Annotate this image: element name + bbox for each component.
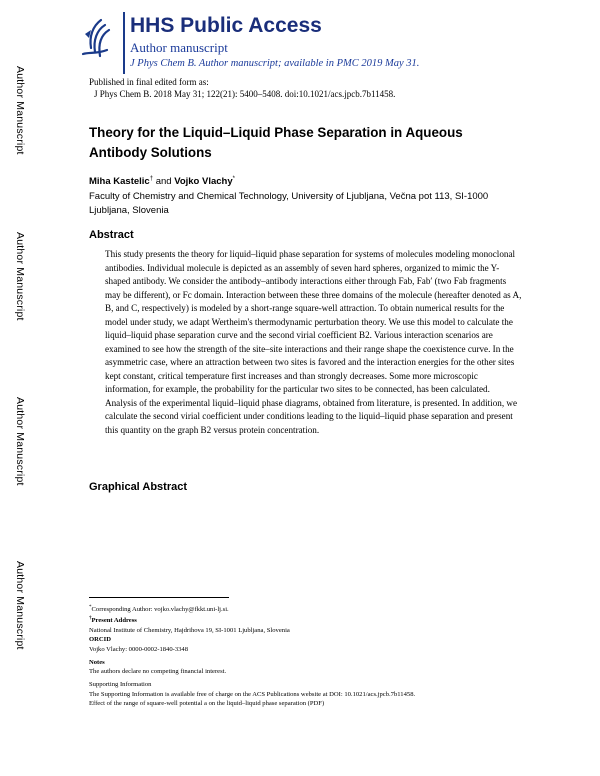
- footnote-orcid-text: Vojko Vlachy: 0000-0002-1840-3348: [89, 645, 189, 653]
- availability-line: [130, 58, 419, 69]
- footnote-orcid-label: ORCID: [89, 636, 111, 644]
- footnote-corresponding: [89, 603, 509, 614]
- author-name: Vojko Vlachy: [174, 176, 233, 188]
- footnotes: [89, 603, 509, 708]
- abstract-body: This study presents the theory for liquid–liquid phase separation for systems of molecules modeling monoclonal antibodies. Individual molecule is depicted as an assembly of seven hard spheres, organized to mimic the Y-shaped antibody. We consider the antibody–antibody interactions either through Fab, Fab′ (two Fab fragments may be different), or Fc domain. Interaction between these three domains of the molecule (hereafter denoted as A, B, and C, respectively) is modeled by a short-range square-well attraction. To obtain numerical results for the model under study, we adapt Wertheim's thermodynamic perturbation theory. We use this model to calculate the liquid–liquid phase separation curve and the second virial coefficient B2. Various interaction scenarios are examined to see how the strength of the site–site interactions and their range shape the coexistence curve. In the asymmetric case, where an attraction between two sites is favored and the interaction energies for the other sites kept constant, critical temperature first increases and than strongly decreases. Some more microscopic information, for example, the probability for the particular two sites to be connected, has been calculated. Analysis of the experimental liquid–liquid phase diagrams, obtained from literature, is presented. In addition, we calculate the second virial coefficient under conditions leading to the liquid–liquid phase separation and present this quantity on the graph B2 versus protein concentration.: [105, 249, 522, 435]
- abstract-heading: Abstract: [89, 229, 134, 241]
- author-mark: †: [149, 176, 154, 182]
- published-in-label: Published in final edited form as:: [89, 77, 209, 87]
- citation-line: J Phys Chem B. 2018 May 31; 122(21): 5400–5408. doi:10.1021/acs.jpcb.7b11458.: [94, 89, 396, 99]
- footnote-present-label: [89, 614, 509, 625]
- footnote-notes-text: The authors declare no competing financial interest.: [89, 668, 227, 676]
- author-mark: *: [232, 176, 235, 182]
- author-manuscript-subtitle: Author manuscript: [130, 40, 228, 55]
- hhs-eagle-logo-icon: [75, 14, 115, 64]
- author-line: [89, 176, 235, 187]
- footnote-divider: [89, 597, 229, 598]
- footnote-label: Present Address: [91, 617, 137, 625]
- availability-journal-text: J Phys Chem B. Author manuscript; available in PMC 2019 May 31.: [130, 58, 420, 69]
- footnote-notes-label: Notes: [89, 658, 105, 666]
- sidebar-author-manuscript-2: Author Manuscript: [14, 232, 26, 321]
- article-title: Theory for the Liquid–Liquid Phase Separation in Aqueous Antibody Solutions: [89, 125, 463, 160]
- header-divider: [123, 12, 125, 74]
- footnote-supporting-label: Supporting Information: [89, 681, 152, 689]
- graphical-abstract-heading: Graphical Abstract: [89, 481, 188, 493]
- footnote-supporting-text: The Supporting Information is available free of charge on the ACS Publications website at DOI: 10.1021/acs.jpcb.7b11458.: [89, 690, 416, 698]
- hhs-public-access-title: HHS Public Access: [130, 14, 322, 37]
- sidebar-author-manuscript-3: Author Manuscript: [14, 397, 26, 486]
- author-name: Miha Kastelic: [89, 176, 150, 188]
- footnote-present-text: National Institute of Chemistry, Hajdrihova 19, SI-1001 Ljubljana, Slovenia: [89, 626, 290, 634]
- footnote-mark: †: [89, 616, 92, 622]
- author-join: and: [155, 176, 172, 188]
- sidebar-author-manuscript-1: Author Manuscript: [14, 66, 26, 155]
- footnote-text: Corresponding Author: vojko.vlachy@fkkt.uni-lj.si.: [91, 606, 229, 614]
- sidebar-author-manuscript-4: Author Manuscript: [14, 561, 26, 650]
- footnote-effect-text: Effect of the range of square-well potential a on the liquid–liquid phase separation (PDF): [89, 700, 325, 708]
- affiliation: Faculty of Chemistry and Chemical Technology, University of Ljubljana, Večna pot 113, SI-1000 Ljubljana, Slovenia: [89, 191, 489, 216]
- footnote-mark: *: [89, 605, 92, 610]
